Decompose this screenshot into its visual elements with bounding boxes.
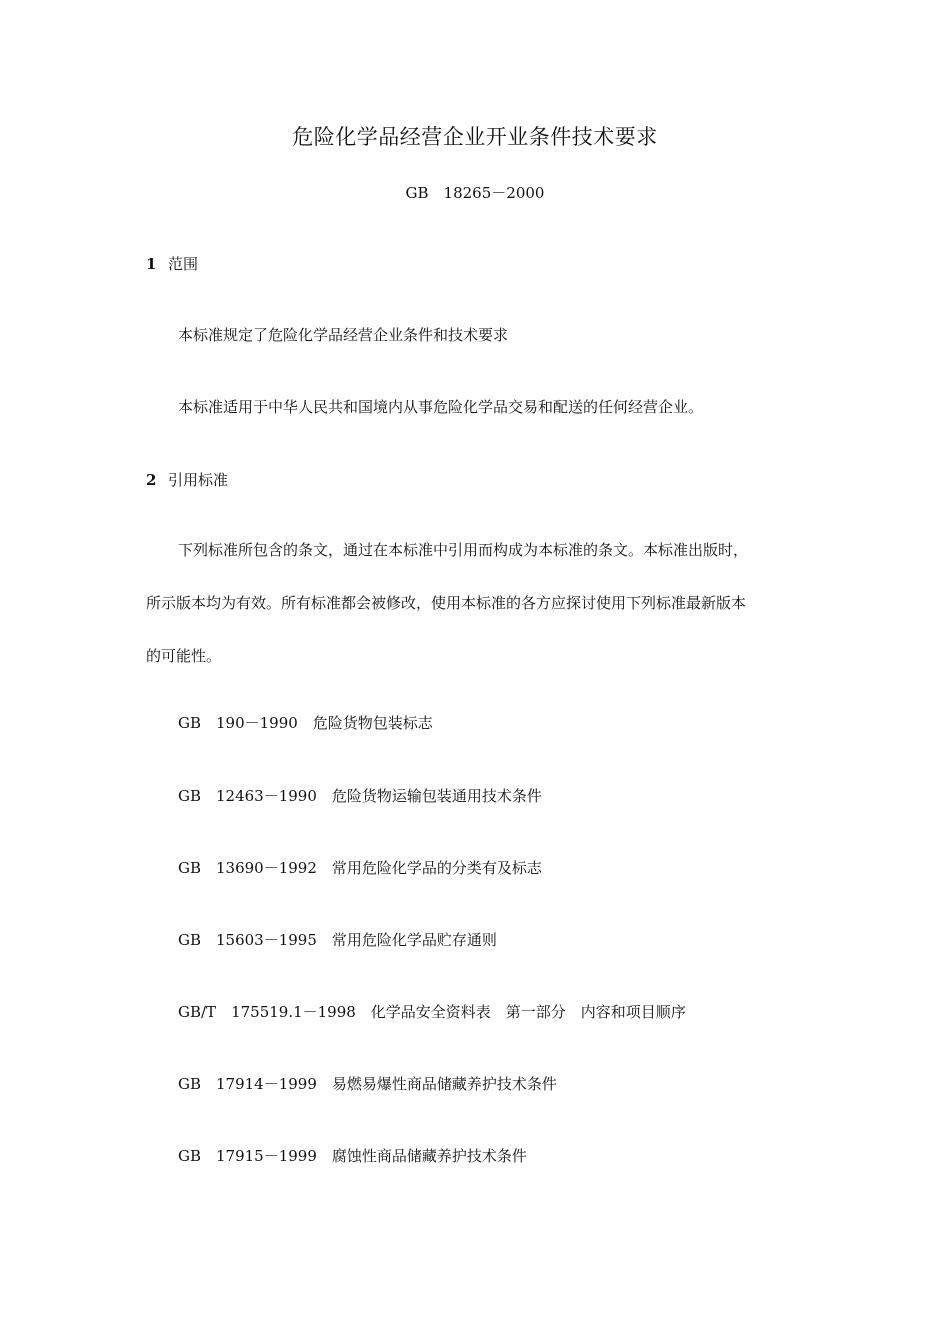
reference-item: GB 190－1990 危险货物包装标志: [178, 714, 433, 732]
reference-item: GB 17915－1999 腐蚀性商品储藏养护技术条件: [178, 1147, 527, 1165]
section-number: 1: [146, 255, 157, 273]
reference-item: GB 17914－1999 易燃易爆性商品储藏养护技术条件: [178, 1075, 557, 1093]
standard-code: GB 18265－2000: [405, 184, 545, 202]
references-intro-paragraph: [146, 540, 811, 699]
section-number: 2: [146, 471, 157, 489]
reference-item: GB 12463－1990 危险货物运输包装通用技术条件: [178, 787, 542, 805]
document-title: 危险化学品经营企业开业条件技术要求: [292, 125, 658, 149]
paragraph-line: 本标准规定了危险化学品经营企业条件和技术要求: [178, 326, 509, 344]
reference-item: GB 15603－1995 常用危险化学品贮存通则: [178, 931, 497, 949]
section-title: 范围: [168, 255, 199, 273]
reference-item: GB 13690－1992 常用危险化学品的分类有及标志: [178, 859, 542, 877]
paragraph-line: 本标准适用于中华人民共和国境内从事危险化学品交易和配送的任何经营企业。: [178, 398, 704, 416]
scope-paragraph-2: [146, 397, 811, 450]
section-heading-references: [146, 469, 228, 490]
section-heading-scope: [146, 253, 198, 274]
paragraph-line: 所示版本均为有效。所有标准都会被修改，使用本标准的各方应探讨使用下列标准最新版本: [146, 594, 747, 612]
scope-paragraph-1: [146, 325, 811, 378]
section-title: 引用标准: [168, 471, 229, 489]
reference-item: GB/T 175519.1－1998 化学品安全资料表 第一部分 内容和项目顺序: [178, 1003, 686, 1021]
paragraph-line: 下列标准所包含的条文，通过在本标准中引用而构成为本标准的条文。本标准出版时，: [178, 541, 749, 559]
paragraph-line: 的可能性。: [146, 647, 222, 665]
